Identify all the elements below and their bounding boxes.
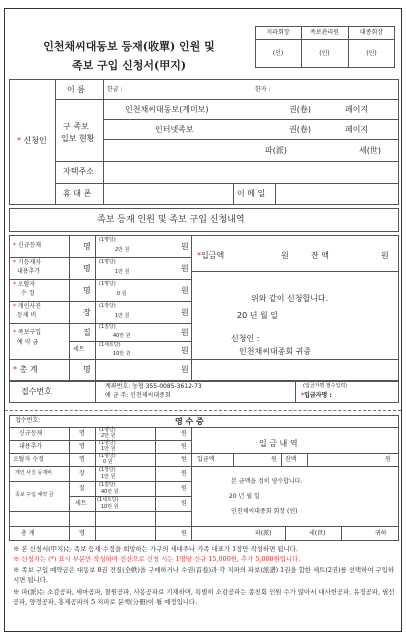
lower-typo-won: 원 — [181, 456, 187, 463]
item-typo-label-2: 수 정 — [21, 290, 35, 297]
item-update-won: 원 — [181, 264, 189, 273]
item-typo-won: 원 — [181, 286, 189, 295]
lower-receipt-title: 영 수 증 — [175, 417, 204, 426]
lower-new-unit: 명 — [79, 430, 85, 437]
genealogy-row2-title: 인터넷족보 — [155, 125, 194, 134]
lower-issuer: 인천채씨대종회 회장 (인) — [231, 508, 298, 515]
item-photo-price: 1만 원 — [115, 313, 130, 319]
sign-seal-3: (인) — [366, 50, 377, 57]
hangul-label: 한글 : — [107, 86, 123, 93]
lower-set-price: 10만 원 — [101, 504, 119, 510]
sign-header-branch-head: 지파회장 — [266, 29, 290, 36]
sign-header-genealogy-manager: 족보관리원 — [310, 29, 339, 36]
genealogy-row1-title: 인천채씨대동보(계미보) — [125, 105, 209, 114]
lower-purchase-unit: 질 — [79, 485, 85, 492]
lower-photo-price: 1만 원 — [101, 474, 116, 480]
item-typo-price: 0 원 — [117, 291, 127, 297]
lower-new-price-unit: (1명당) — [99, 427, 116, 433]
item-set-won: 원 — [181, 346, 189, 355]
item-photo-label-2: 등재 비 — [17, 312, 37, 319]
lower-receipt-no: 접수번호: — [15, 417, 41, 424]
item-photo-unit: 장 — [83, 308, 91, 317]
form-title-line1: 인천채씨대동보 등재(收單) 인원 및 — [43, 40, 215, 53]
item-new-label: * 신규등재 — [13, 242, 42, 249]
declaration-date: 20 년 월 일 — [237, 311, 278, 320]
item-new-won: 원 — [181, 242, 189, 251]
item-purchase-won: 원 — [181, 328, 189, 337]
row1-volume-label: 권(卷) — [289, 105, 311, 114]
lower-generation: 세(世) — [309, 530, 326, 537]
item-update-label: * 기등재자 — [13, 259, 42, 266]
phone-label: 휴 대 폰 — [63, 189, 92, 198]
receipt-table — [9, 415, 399, 541]
cut-line — [5, 410, 401, 411]
lower-update-unit: 명 — [79, 443, 85, 450]
lower-new-price: 2만 원 — [101, 433, 116, 439]
application-form — [4, 8, 402, 632]
item-purchase-unit: 질 — [83, 328, 91, 337]
lower-purchase-won: 원 — [181, 485, 187, 492]
note-1: ※ 본 신청서(甲지)는 족보 등재·수정을 희망하는 가구의 세대주나 가족 대표가 1장만 작성하면 됩니다. — [13, 545, 298, 553]
declaration-applicant: 신청인 : — [231, 334, 260, 343]
details-title: 족보 등재 인원 및 족보 구입 신청내역 — [97, 215, 245, 225]
account-holder: 예 금 주: 인천채씨대종회 — [105, 392, 171, 399]
receipt-number-label: 접수번호 — [21, 387, 52, 396]
item-purchase-label-2: 예 약 금 — [17, 339, 39, 346]
item-total-won: 원 — [181, 365, 189, 374]
lower-confirm: 본 금액을 정히 영수합니다. — [231, 478, 303, 485]
lower-set-price-unit: (1세트당) — [97, 497, 119, 503]
lower-update-won: 원 — [181, 443, 187, 450]
item-new-price-unit: (1명당) — [99, 237, 116, 243]
item-update-label-2: 내용추가 — [17, 268, 41, 275]
genealogy-label-2: 입보 현황 — [61, 134, 95, 143]
note-3: ※ 족보 구입 예약금은 대동보 8권 전질(全帙)을 구매하거나 수권(首卷)과 각 지파의 파보(派譜) 1권을 합한 세트(2권)를 선택하여 구입하시면 됩니다. — [13, 566, 395, 584]
generation-label: 세(世) — [359, 146, 381, 155]
item-purchase-price: 40만 원 — [113, 333, 131, 339]
item-update-price: 1만 원 — [115, 269, 130, 275]
item-typo-price-unit: (1명당) — [99, 281, 116, 287]
lower-pa: 파(派) — [255, 530, 272, 537]
lower-new-won: 원 — [181, 430, 187, 437]
lower-date: 20 년 월 일 — [229, 493, 260, 500]
lower-deposit-won: 원 — [271, 456, 277, 463]
item-update-unit: 명 — [83, 264, 91, 273]
lower-typo-price: 0 원 — [103, 459, 113, 465]
lower-set-won: 원 — [181, 500, 187, 507]
lower-deposit-header: 입 금 내 역 — [259, 439, 298, 448]
lower-purchase-price-unit: (1질당) — [99, 482, 116, 488]
hanja-label: 한자 : — [255, 86, 271, 93]
item-update-price-unit: (1명당) — [99, 259, 116, 265]
address-label: 자택주소 — [63, 167, 94, 176]
lower-balance-won: 원 — [385, 456, 391, 463]
form-title-line2: 족보 구입 신청서(甲지) — [71, 59, 187, 72]
pa-label: 파(派) — [265, 146, 287, 155]
item-set-price: 10만 원 — [113, 351, 131, 357]
deposit-won: 원 — [281, 251, 289, 260]
lower-balance: 잔액 — [285, 456, 297, 463]
account-number: 계좌번호: 농협 355-0085-3612-73 — [105, 383, 202, 390]
email-label: 이 메 일 — [237, 189, 266, 198]
balance-label: 잔 액 — [311, 251, 329, 260]
declaration-text: 위와 같이 신청합니다. — [251, 294, 329, 303]
item-set-price-unit: (1세트당) — [99, 342, 121, 348]
balance-won: 원 — [381, 251, 389, 260]
item-typo-label: * 오탈자 — [13, 281, 36, 288]
deposit-label: *입금액 — [197, 251, 225, 260]
note-4: ※ 파(派)는 소감공파, 세마공파, 찰원공파, 사옹공파로 기재하며, 특별히 소감공파는 종친회 인원 수가 많아서 대사헌공파, 유정공파, 필선공파, 양정공파, 홍제공파의 5 지파로 분책(分冊)이 될 예정입니다. — [13, 588, 395, 606]
lower-photo-price-unit: (1장당) — [99, 467, 116, 473]
lower-update-label: 내용추가 — [19, 443, 43, 450]
sign-seal-1: (인) — [272, 50, 284, 57]
sign-seal-2: (인) — [319, 50, 330, 57]
lower-total-label: 총 계 — [21, 530, 35, 537]
item-purchase-label: * 족보구입 — [13, 329, 42, 336]
item-new-price: 2만 원 — [115, 247, 130, 253]
lower-photo-unit: 장 — [79, 470, 85, 477]
item-photo-won: 원 — [181, 308, 189, 317]
lower-photo-won: 원 — [181, 470, 187, 477]
lower-photo-label: 개인 사진 등재비 — [15, 470, 52, 476]
item-purchase-price-unit: (1질당) — [99, 324, 116, 330]
row1-page-label: 페이지 — [345, 105, 369, 114]
lower-purchase-label: 족보 구입 예약 금 — [15, 492, 54, 498]
declaration-to: 인천채씨대종회 귀중 — [239, 347, 312, 356]
lower-typo-unit: 명 — [79, 456, 85, 463]
item-photo-label: * 개인사진 — [13, 303, 42, 310]
lower-typo-label: 오탈자 수정 — [13, 456, 44, 463]
row2-volume-label: 권(卷) — [289, 125, 311, 134]
lower-new-label: 신규등재 — [19, 430, 43, 437]
lower-update-price-unit: (1명당) — [99, 440, 116, 446]
item-total-unit: 명 — [83, 365, 91, 374]
row2-page-label: 페이지 — [345, 125, 369, 134]
depositor-label: *입금자명 : — [301, 392, 332, 399]
depositor-note: (입금자명 필수입력) — [303, 383, 348, 389]
lower-update-price: 1만 원 — [101, 446, 116, 452]
sign-header-clan-head: 대종회장 — [359, 29, 384, 36]
name-label: 이 름 — [67, 85, 85, 94]
lower-typo-price-unit: (1명당) — [99, 453, 116, 459]
note-2: ※ 신청자는 (*) 표시 부분만 작성하며 전산으로 신청 시는 1명당 신규 15,000원, 추가 5,000원입니다. — [13, 555, 301, 563]
lower-name: 귀하 — [375, 530, 387, 537]
item-typo-unit: 명 — [83, 286, 91, 295]
genealogy-label-1: 구 족보 — [63, 122, 89, 131]
lower-total-won: 원 — [181, 530, 187, 537]
item-total-label: * 총 계 — [13, 365, 38, 374]
item-new-unit: 명 — [83, 242, 91, 251]
lower-total-unit: 명 — [79, 530, 85, 537]
applicant-section-label: * 신청인 — [17, 136, 47, 145]
item-set-unit: 세트 — [73, 346, 85, 353]
item-photo-price-unit: (1장당) — [99, 303, 116, 309]
lower-set-unit: 세트 — [75, 500, 87, 507]
lower-deposit-amount: 입금액 — [197, 456, 215, 463]
lower-purchase-price: 40만 원 — [101, 489, 119, 495]
